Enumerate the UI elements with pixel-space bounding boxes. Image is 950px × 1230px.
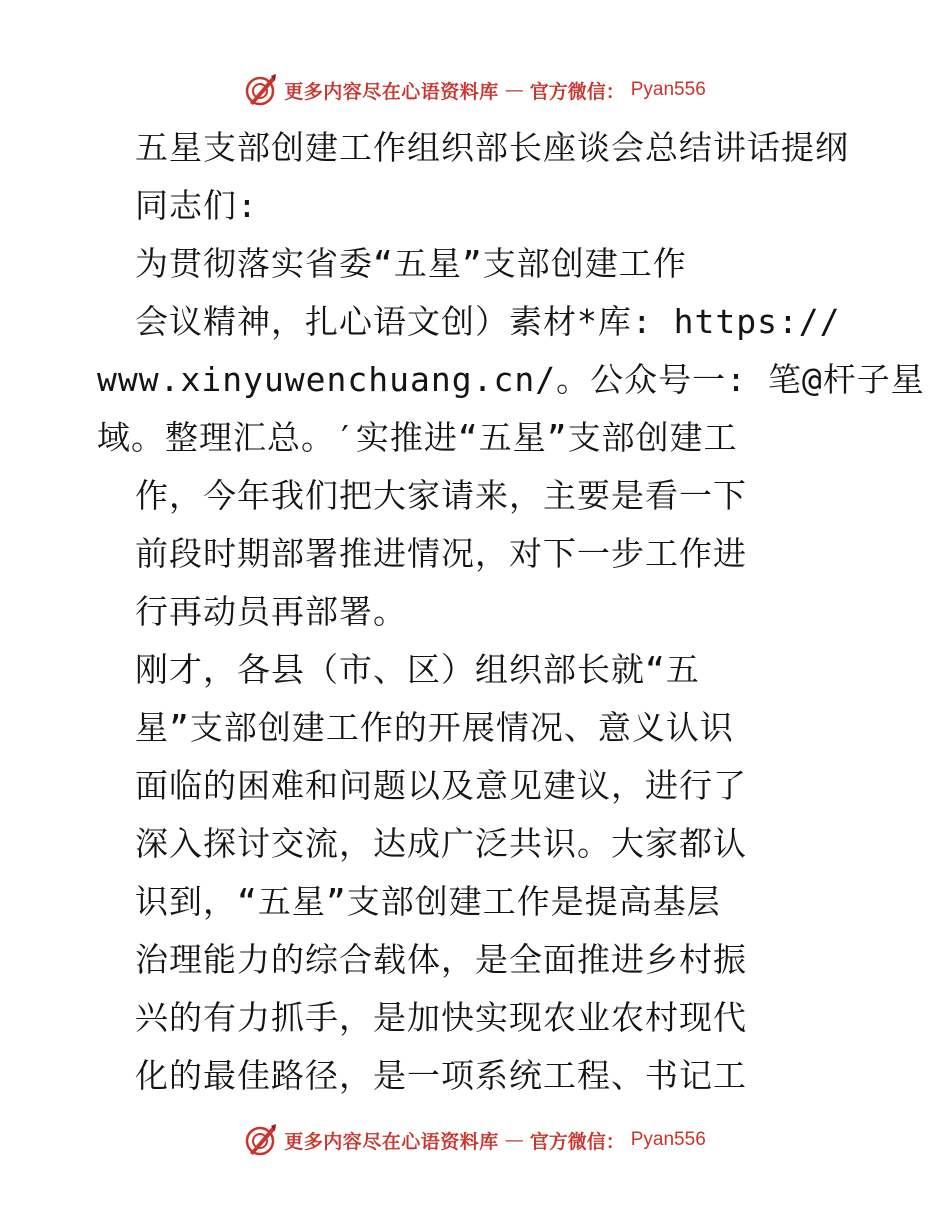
- text-line: 会议精神，扎心语文创）素材*库: https://: [135, 302, 841, 341]
- banner-title: 更多内容尽在心语资料库: [284, 80, 499, 103]
- text-line: www.xinyuwenchuang.cn/。公众号一: 笔@杆子星: [97, 360, 925, 399]
- text-line: 面临的困难和问题以及意见建议，进行了: [135, 766, 747, 805]
- text-line: 为贯彻落实省委“五星”支部创建工作: [135, 244, 687, 283]
- brush-logo-icon: [244, 1123, 278, 1157]
- text-line: 识到，“五星”支部创建工作是提高基层: [135, 882, 721, 921]
- text-line: 深入探讨交流，达成广泛共识。大家都认: [135, 824, 747, 863]
- text-line: 兴的有力抓手，是加快实现农业农村现代: [135, 998, 747, 1037]
- banner-wechat-id: Pyan556: [630, 79, 706, 100]
- banner-title: 更多内容尽在心语资料库: [284, 1130, 499, 1153]
- banner-wechat-id: Pyan556: [630, 1129, 706, 1150]
- text-line: 刚才，各县（市、区）组织部长就“五: [135, 650, 700, 689]
- footer-banner: [0, 1118, 950, 1162]
- header-banner: [0, 68, 950, 112]
- text-line: 化的最佳路径，是一项系统工程、书记工: [135, 1056, 747, 1095]
- text-line: 治理能力的综合载体，是全面推进乡村振: [135, 940, 747, 979]
- document-title: 五星支部创建工作组织部长座谈会总结讲话提纲: [135, 128, 849, 167]
- banner-wechat-label: 官方微信：: [529, 80, 625, 103]
- text-line: 前段时期部署推进情况，对下一步工作进: [135, 534, 747, 573]
- banner-dash: —: [504, 1129, 524, 1151]
- banner-dash: —: [504, 79, 524, 101]
- text-line: 作，今年我们把大家请来，主要是看一下: [135, 476, 747, 515]
- text-line: 行再动员再部署。: [135, 592, 407, 631]
- text-line: 域。整理汇总。′实推进“五星”支部创建工: [97, 418, 738, 457]
- banner-wechat-label: 官方微信：: [529, 1130, 625, 1153]
- salutation: 同志们:: [135, 186, 258, 225]
- brush-logo-icon: [244, 73, 278, 107]
- text-line: 星”支部创建工作的开展情况、意义认识: [135, 708, 734, 747]
